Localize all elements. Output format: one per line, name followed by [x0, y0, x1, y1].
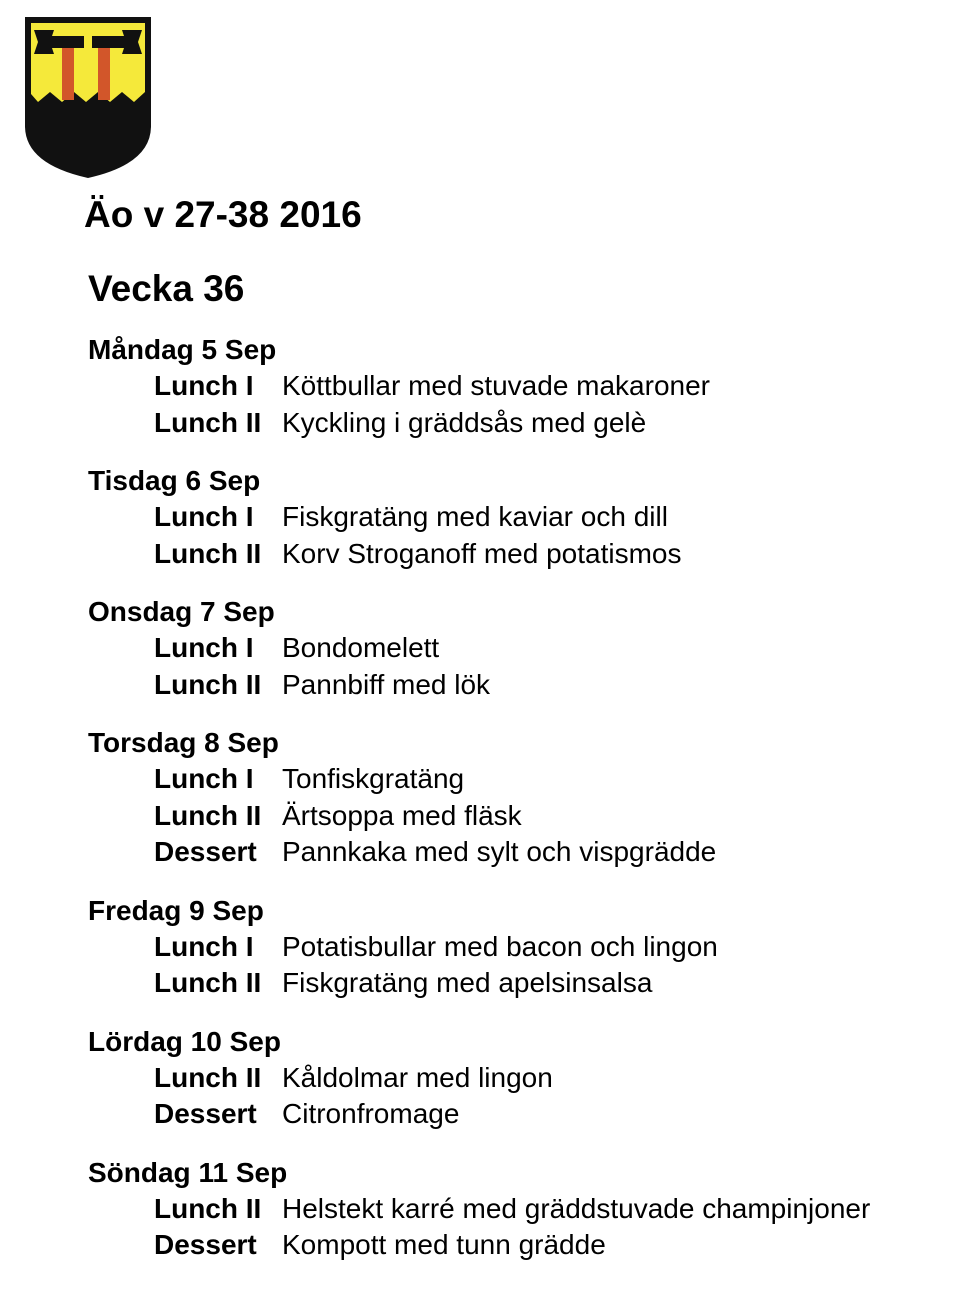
meal-dish: Ärtsoppa med fläsk — [282, 799, 522, 831]
meal-row — [88, 667, 960, 704]
coat-of-arms-icon — [22, 14, 154, 180]
day-name: Torsdag 8 Sep — [88, 727, 279, 758]
meal-dish: Korv Stroganoff med potatismos — [282, 537, 682, 569]
day-name: Lördag 10 Sep — [88, 1025, 281, 1057]
day-name: Onsdag 7 Sep — [88, 596, 275, 627]
meal-label: Lunch I — [154, 930, 254, 962]
page-title: Äo v 27-38 2016 — [84, 194, 362, 235]
meal-label: Lunch II — [154, 799, 262, 831]
day-block — [88, 893, 960, 1002]
meal-row — [88, 1096, 960, 1133]
meal-dish: Pannkaka med sylt och vispgrädde — [282, 836, 717, 868]
meal-dish: Tonfiskgratäng — [282, 763, 465, 795]
meal-label: Dessert — [154, 1098, 257, 1130]
meal-dish: Kyckling i gräddsås med gelè — [282, 406, 647, 438]
meal-label: Dessert — [154, 1229, 257, 1261]
meal-dish: Kompott med tunn grädde — [282, 1229, 606, 1261]
day-block — [88, 594, 960, 703]
day-name: Tisdag 6 Sep — [88, 465, 261, 496]
week-heading: Vecka 36 — [88, 268, 245, 309]
meal-row — [88, 1191, 960, 1228]
meal-label: Lunch II — [154, 1192, 262, 1224]
meal-label: Lunch I — [154, 370, 254, 402]
day-name: Fredag 9 Sep — [88, 894, 264, 926]
meal-label: Lunch I — [154, 501, 254, 533]
meal-row — [88, 1227, 960, 1264]
menu-days — [88, 332, 960, 1286]
meal-row — [88, 929, 960, 966]
day-block — [88, 1155, 960, 1264]
meal-dish: Bondomelett — [282, 632, 440, 664]
meal-dish: Citronfromage — [282, 1098, 460, 1130]
meal-dish: Köttbullar med stuvade makaroner — [282, 370, 710, 402]
meal-dish: Fiskgratäng med apelsinsalsa — [282, 967, 653, 999]
meal-label: Lunch I — [154, 763, 254, 795]
meal-label: Lunch II — [154, 406, 262, 438]
meal-row — [88, 761, 960, 798]
day-block — [88, 1024, 960, 1133]
day-block — [88, 463, 960, 572]
meal-dish: Potatisbullar med bacon och lingon — [282, 930, 718, 962]
meal-row — [88, 965, 960, 1002]
meal-row — [88, 368, 960, 405]
meal-dish: Helstekt karré med gräddstuvade champinjoner — [282, 1192, 871, 1224]
meal-row — [88, 536, 960, 573]
day-name: Måndag 5 Sep — [88, 334, 277, 365]
meal-label: Lunch II — [154, 668, 262, 700]
day-name: Söndag 11 Sep — [88, 1156, 288, 1188]
meal-label: Lunch II — [154, 1061, 262, 1093]
meal-row — [88, 1060, 960, 1097]
meal-dish: Kåldolmar med lingon — [282, 1061, 553, 1093]
day-block — [88, 332, 960, 441]
day-block — [88, 725, 960, 871]
meal-dish: Fiskgratäng med kaviar och dill — [282, 501, 668, 533]
meal-label: Lunch II — [154, 967, 262, 999]
meal-row — [88, 405, 960, 442]
meal-dish: Pannbiff med lök — [282, 668, 491, 700]
meal-label: Lunch I — [154, 632, 254, 664]
meal-label: Dessert — [154, 836, 257, 868]
meal-label: Lunch II — [154, 537, 262, 569]
meal-row — [88, 834, 960, 871]
meal-row — [88, 630, 960, 667]
meal-row — [88, 499, 960, 536]
meal-row — [88, 798, 960, 835]
